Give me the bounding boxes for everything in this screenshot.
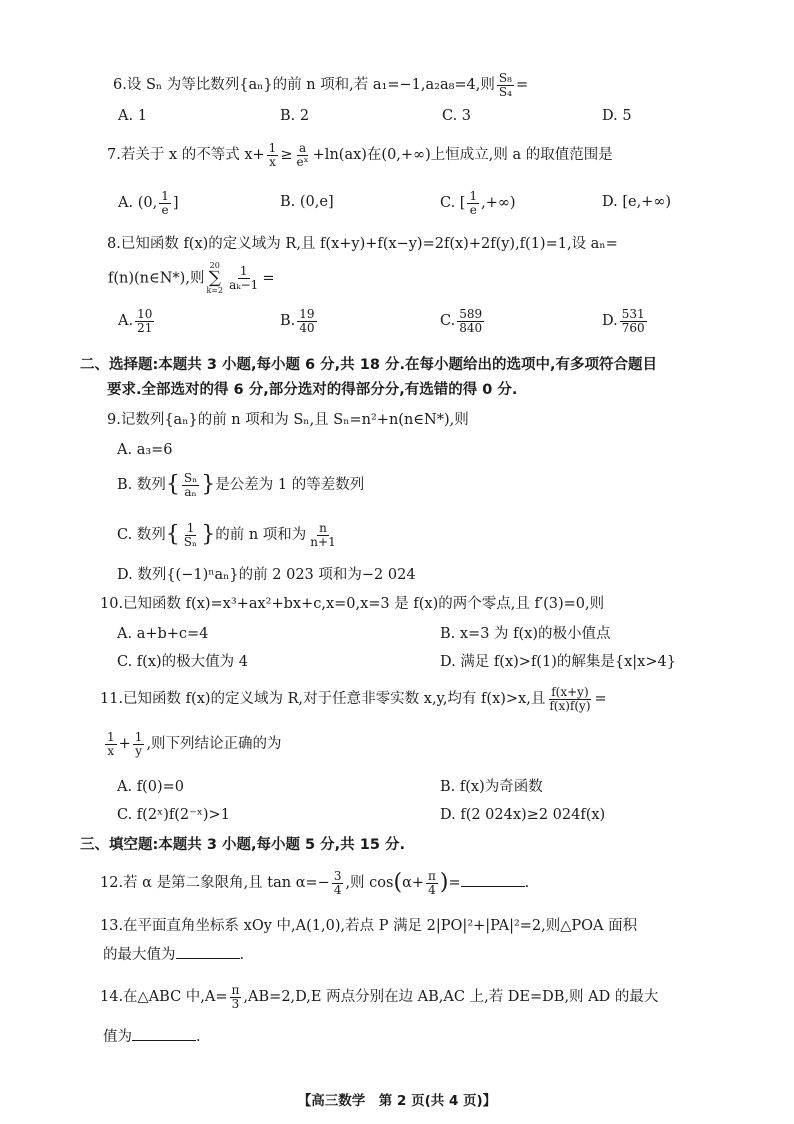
q14-line-2	[103, 1028, 201, 1046]
q6-fraction	[497, 72, 514, 98]
q9-optb-num: Sₙ	[183, 471, 198, 486]
q14-line2-post: .	[196, 1029, 201, 1045]
q6-stem	[113, 72, 528, 98]
q9-optc-den: Sₙ	[183, 534, 198, 549]
q8-opta-frac	[135, 308, 154, 334]
q11-l2-post: ,则下列结论正确的为	[146, 736, 282, 753]
q7-option-c	[440, 190, 516, 216]
q14-stem	[100, 984, 658, 1010]
q12-f2-num: π	[428, 869, 436, 884]
q12-f1-num: 3	[333, 869, 342, 884]
section-3-heading: 三、填空题:本题共 3 小题,每小题 5 分,共 15 分.	[80, 837, 405, 853]
q7-opta-num: 1	[161, 189, 169, 203]
q12-paren-close: )	[439, 870, 449, 895]
q10-option-a: A. a+b+c=4	[117, 626, 209, 642]
q11-option-a: A. f(0)=0	[117, 779, 184, 795]
q9-optc-brace-close: }	[201, 522, 216, 547]
q9-optc-mid: 的前 n 项和为	[215, 527, 307, 544]
q8-frac-den: aₖ−1	[229, 278, 259, 292]
q10-option-b: B. x=3 为 f(x)的极小值点	[440, 626, 611, 642]
q9-optb-den: aₙ	[184, 484, 197, 499]
q6-frac-den: S₄	[498, 84, 512, 99]
q11-stem	[100, 686, 607, 712]
q11-frac-num: f(x+y)	[551, 685, 589, 699]
q14-frac-den: 3	[231, 996, 240, 1011]
q11-l2-n2: 1	[134, 730, 143, 744]
q9-optc-pre: C. 数列	[117, 527, 166, 544]
q9-stem: 9.记数列{aₙ}的前 n 项和为 Sₙ,且 Sₙ=n²+n(n∈N*),则	[107, 412, 469, 428]
q7-frac-2	[294, 142, 310, 168]
q13-line2-post: .	[239, 947, 245, 963]
q12-paren-pre: α+	[402, 875, 425, 892]
q9-optc-fnum: n	[319, 521, 327, 536]
q11-option-d: D. f(2 024x)≥2 024f(x)	[440, 807, 606, 823]
q8-line2-pre: f(n)(n∈N*),则	[108, 270, 205, 287]
q14-line2-pre: 值为	[103, 1029, 132, 1045]
q11-frac	[547, 686, 592, 712]
q7-option-d: D. [e,+∞)	[602, 194, 672, 210]
q8-optd-num: 531	[621, 307, 645, 321]
q8-optc-frac	[457, 308, 484, 334]
q7-opta-post: ]	[172, 195, 179, 212]
q11-option-b: B. f(x)为奇函数	[440, 779, 543, 795]
q12-frac-1	[332, 870, 344, 896]
q7-stem	[107, 142, 613, 168]
q12-end: .	[524, 875, 530, 892]
q7-stem-a: 7.若关于 x 的不等式 x+	[107, 147, 265, 164]
q8-opta-num: 10	[137, 307, 153, 321]
q8-option-a	[118, 308, 156, 334]
q10-option-d: D. 满足 f(x)>f(1)的解集是{x|x>4}	[440, 654, 676, 670]
q8-sum-sign	[206, 262, 223, 295]
q8-optc-den: 840	[459, 320, 483, 335]
q11-line-2	[103, 731, 282, 757]
q11-option-c: C. f(2ˣ)f(2⁻ˣ)>1	[117, 807, 230, 823]
q8-sum-bottom: k=2	[206, 286, 224, 295]
q6-frac-num: S₈	[498, 71, 512, 85]
q8-opta-den: 21	[137, 320, 153, 335]
q7-option-a	[118, 190, 179, 216]
q12-stem	[100, 870, 529, 896]
section-2-heading: 二、选择题:本题共 3 小题,每小题 6 分,共 18 分.在每小题给出的选项中,有多项符合题目	[80, 357, 657, 373]
q12-frac-2	[426, 870, 438, 896]
q6-option-d: D. 5	[602, 108, 632, 124]
q7-optc-num: 1	[469, 189, 478, 203]
q8-optb-den: 40	[299, 320, 315, 335]
q7-f2-den: eˣ	[296, 154, 309, 169]
q12-post: =	[448, 875, 461, 892]
q8-option-b	[280, 308, 319, 334]
q8-line2-post: =	[262, 270, 275, 287]
q8-opta-label: A.	[118, 313, 134, 330]
q8-optb-frac	[297, 308, 316, 334]
q14-frac-num: π	[231, 983, 240, 997]
q8-sum-top: 20	[209, 261, 220, 270]
q6-option-b: B. 2	[280, 108, 310, 124]
q8-optc-label: C.	[440, 313, 456, 330]
q13-answer-blank[interactable]	[176, 946, 240, 959]
q7-optc-pre: C. [	[440, 195, 466, 212]
q14-post: ,AB=2,D,E 两点分别在边 AB,AC 上,若 DE=DB,则 AD 的最大	[243, 989, 659, 1006]
q7-option-b: B. (0,e]	[280, 194, 334, 210]
q14-pre: 14.在△ABC 中,A=	[100, 989, 228, 1006]
q8-option-c	[440, 308, 486, 334]
q9-optc-brace-open: {	[165, 522, 180, 547]
q7-opta-frac	[159, 190, 171, 216]
q9-option-d: D. 数列{(−1)ⁿaₙ}的前 2 023 项和为−2 024	[117, 567, 416, 583]
q8-line-1: 8.已知函数 f(x)的定义域为 R,且 f(x+y)+f(x−y)=2f(x)+2f(y),f(1)=1,设 aₙ=	[107, 236, 618, 252]
q7-stem-b: ≥	[280, 147, 293, 164]
section-2-instructions: 要求.全部选对的得 6 分,部分选对的得部分分,有选错的得 0 分.	[107, 382, 518, 398]
q8-optb-label: B.	[280, 313, 296, 330]
q9-optb-brace-close: }	[201, 472, 216, 497]
q7-f2-num: a	[298, 141, 307, 155]
q8-frac-num: 1	[239, 264, 248, 279]
q9-optb-pre: B. 数列	[117, 477, 166, 494]
q11-frac-x	[105, 731, 117, 757]
q13-line2-pre: 的最大值为	[103, 947, 176, 963]
q13-line-2	[103, 946, 244, 964]
q7-f1-num: 1	[268, 141, 277, 155]
q9-option-b	[117, 472, 364, 498]
q9-option-a: A. a₃=6	[117, 442, 173, 458]
q11-stem-post: =	[594, 691, 607, 708]
q7-optc-den: e	[469, 202, 477, 217]
q11-l2-plus: +	[118, 736, 131, 753]
q7-opta-den: e	[161, 202, 169, 217]
q9-optb-frac	[182, 472, 199, 498]
q9-optb-post: 是公差为 1 的等差数列	[215, 477, 365, 494]
q11-l2-d2: y	[135, 743, 142, 758]
q9-optc-fden: n+1	[310, 534, 336, 549]
q8-optd-label: D.	[602, 313, 618, 330]
q8-optd-frac	[620, 308, 647, 334]
q11-stem-pre: 11.已知函数 f(x)的定义域为 R,对于任意非零实数 x,y,均有 f(x)>x,且	[100, 691, 546, 708]
q12-mid: ,则 cos	[345, 875, 394, 892]
q9-optc-frac-2	[308, 522, 337, 548]
q9-optb-brace-open: {	[165, 472, 180, 497]
q8-frac	[227, 265, 260, 291]
q7-f1-den: x	[269, 154, 276, 169]
q8-option-d	[602, 308, 649, 334]
q12-f1-den: 4	[333, 882, 342, 897]
q7-frac-1	[267, 142, 279, 168]
q9-optc-num: 1	[186, 521, 195, 536]
q7-optc-post: ,+∞)	[481, 195, 516, 212]
q11-frac-y	[133, 731, 145, 757]
q8-optb-num: 19	[299, 307, 315, 321]
q14-answer-blank[interactable]	[132, 1028, 196, 1041]
q12-paren-open: (	[393, 870, 403, 895]
q12-f2-den: 4	[428, 882, 436, 897]
q7-opta-pre: A. (0,	[118, 195, 158, 212]
q10-stem: 10.已知函数 f(x)=x³+ax²+bx+c,x=0,x=3 是 f(x)的两个零点,且 f′(3)=0,则	[100, 596, 605, 612]
q8-optd-den: 760	[621, 320, 645, 335]
q9-optc-frac	[182, 522, 199, 548]
q12-answer-blank[interactable]	[461, 874, 525, 887]
q11-l2-n1: 1	[107, 730, 115, 744]
q13-line-1: 13.在平面直角坐标系 xOy 中,A(1,0),若点 P 满足 2|PO|²+|PA|²=2,则△POA 面积	[100, 918, 638, 934]
q7-optc-frac	[467, 190, 479, 216]
q11-l2-d1: x	[107, 743, 115, 758]
q10-option-c: C. f(x)的极大值为 4	[117, 654, 248, 670]
q6-stem-pre: 6.设 Sₙ 为等比数列{aₙ}的前 n 项和,若 a₁=−1,a₂a₈=4,则	[113, 77, 495, 94]
q8-line-2	[108, 262, 274, 295]
q14-frac	[230, 984, 242, 1010]
q11-frac-den: f(x)f(y)	[549, 698, 591, 713]
q6-stem-post: =	[515, 77, 529, 94]
q9-option-c	[117, 522, 340, 548]
q7-stem-c: +ln(ax)在(0,+∞)上恒成立,则 a 的取值范围是	[312, 147, 613, 164]
q12-pre: 12.若 α 是第二象限角,且 tan α=−	[100, 875, 330, 892]
page-footer: 【高三数学 第 2 页(共 4 页)】	[297, 1093, 497, 1109]
q6-option-a: A. 1	[118, 108, 147, 124]
q8-optc-num: 589	[459, 307, 483, 321]
q6-option-c: C. 3	[442, 108, 472, 124]
q8-sum-symbol: ∑	[208, 268, 221, 288]
